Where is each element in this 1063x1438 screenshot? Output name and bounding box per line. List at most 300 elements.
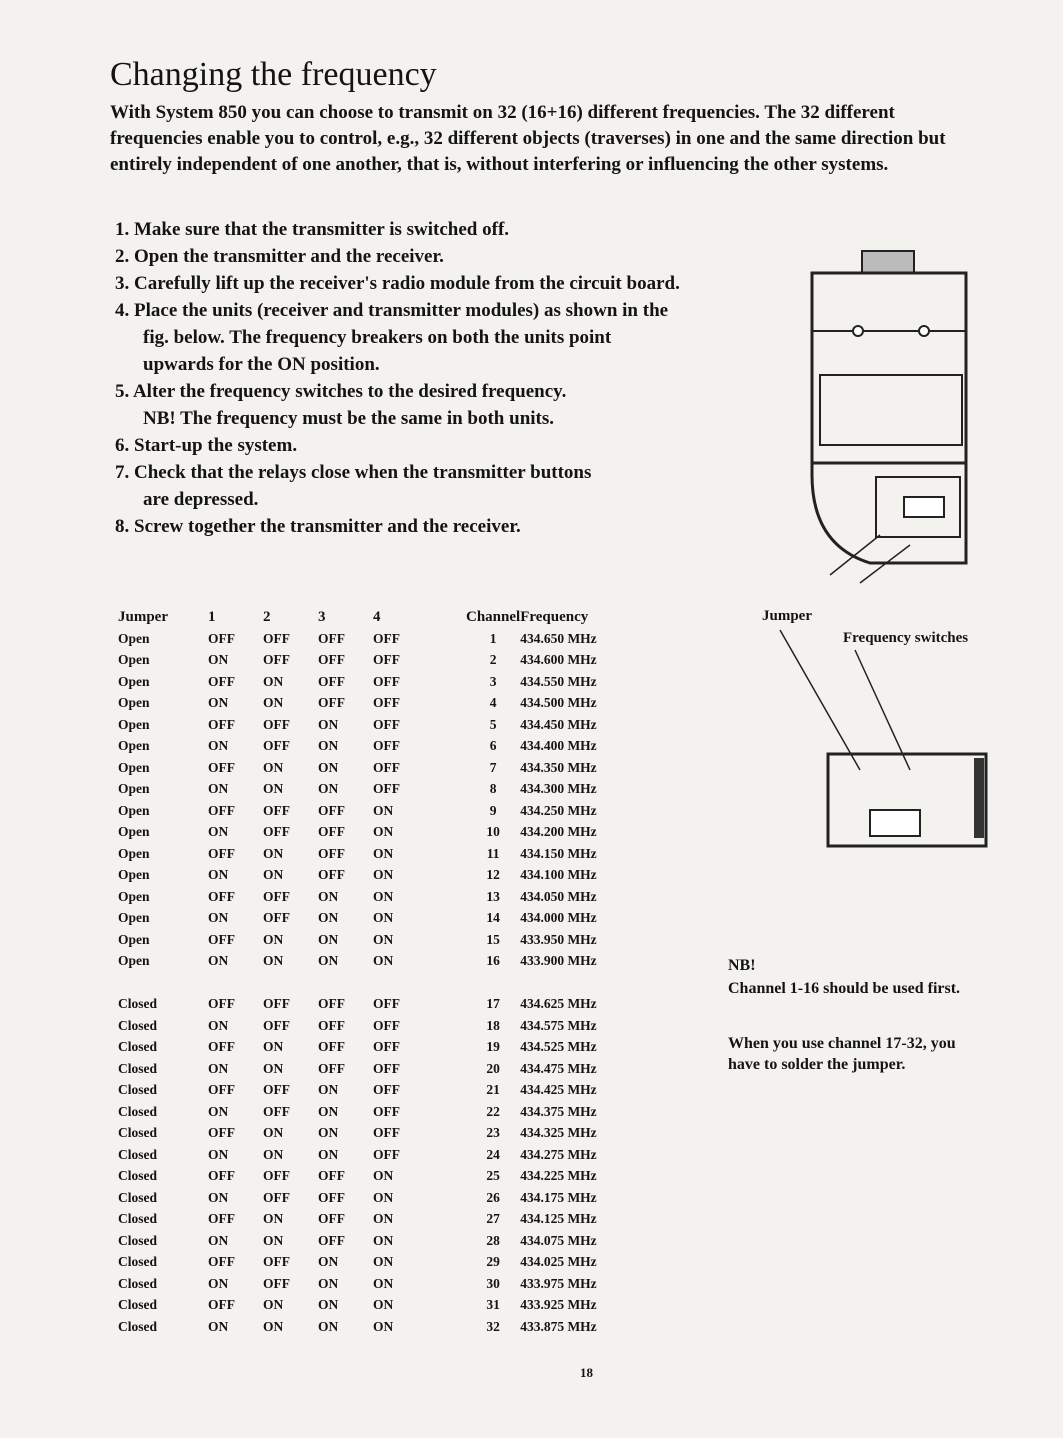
gap-cell bbox=[428, 1230, 466, 1252]
step-3: 3. Carefully lift up the receiver's radio module from the circuit board. bbox=[115, 273, 680, 294]
switch-2-cell: ON bbox=[263, 673, 284, 689]
table-row bbox=[118, 1123, 630, 1145]
step-4-cont-2: upwards for the ON position. bbox=[143, 354, 380, 375]
switch-1-cell: OFF bbox=[208, 1039, 235, 1055]
switch-2-cell: ON bbox=[263, 1211, 284, 1227]
frequency-cell: 434.575 MHz bbox=[520, 1017, 597, 1033]
channel-cell: 8 bbox=[489, 781, 497, 797]
switch-3-cell: OFF bbox=[318, 695, 345, 711]
gap-cell bbox=[428, 1015, 466, 1037]
switch-1-cell: ON bbox=[208, 1060, 229, 1076]
step-4: 4. Place the units (receiver and transmitter modules) as shown in the bbox=[115, 300, 669, 321]
gap-cell bbox=[428, 929, 466, 951]
frequency-cell: 433.925 MHz bbox=[520, 1297, 597, 1313]
frequency-cell: 434.400 MHz bbox=[520, 738, 597, 754]
gap-cell bbox=[428, 1209, 466, 1231]
channel-cell: 26 bbox=[486, 1189, 500, 1205]
frequency-cell: 434.175 MHz bbox=[520, 1189, 597, 1205]
channel-cell: 25 bbox=[486, 1168, 500, 1184]
note-line-2: When you use channel 17-32, you have to solder the jumper. bbox=[728, 1035, 956, 1073]
table-row bbox=[118, 628, 630, 650]
table-row bbox=[118, 886, 630, 908]
step-4-cont-1: fig. below. The frequency breakers on both the units point bbox=[143, 327, 612, 348]
switch-4-cell: ON bbox=[373, 802, 394, 818]
frequency-cell: 434.625 MHz bbox=[520, 996, 597, 1012]
switch-4-cell: OFF bbox=[373, 738, 400, 754]
jumper-cell: Open bbox=[118, 738, 150, 754]
table-row bbox=[118, 1015, 630, 1037]
table-row bbox=[118, 1037, 630, 1059]
switch-3-cell: ON bbox=[318, 1125, 339, 1141]
jumper-cell: Closed bbox=[118, 1103, 158, 1119]
frequency-cell: 434.375 MHz bbox=[520, 1103, 597, 1119]
switch-4-cell: OFF bbox=[373, 759, 400, 775]
gap-cell bbox=[428, 800, 466, 822]
switch-3-cell: OFF bbox=[318, 1060, 345, 1076]
note-heading: NB! bbox=[728, 957, 756, 974]
frequency-cell: 434.150 MHz bbox=[520, 845, 597, 861]
switch-1-cell: OFF bbox=[208, 1254, 235, 1270]
switch-2-cell: OFF bbox=[263, 1275, 290, 1291]
switch-1-cell: ON bbox=[208, 824, 229, 840]
channel-cell: 32 bbox=[486, 1318, 500, 1334]
gap-cell bbox=[428, 1123, 466, 1145]
switch-2-cell: ON bbox=[263, 1297, 284, 1313]
switch-4-cell: ON bbox=[373, 824, 394, 840]
step-1: 1. Make sure that the transmitter is switched off. bbox=[115, 219, 510, 240]
jumper-cell: Closed bbox=[118, 1318, 158, 1334]
receiver-switch-block bbox=[870, 810, 920, 836]
jumper-cell: Open bbox=[118, 630, 150, 646]
switch-4-cell: OFF bbox=[373, 1146, 400, 1162]
switch-2-cell: OFF bbox=[263, 1189, 290, 1205]
gap-cell bbox=[428, 757, 466, 779]
jumper-cell: Open bbox=[118, 802, 150, 818]
frequency-cell: 434.075 MHz bbox=[520, 1232, 597, 1248]
header-frequency: Frequency bbox=[520, 608, 589, 625]
switch-4-cell: ON bbox=[373, 1211, 394, 1227]
switch-3-cell: OFF bbox=[318, 1039, 345, 1055]
jumper-cell: Closed bbox=[118, 1297, 158, 1313]
switch-4-cell: ON bbox=[373, 910, 394, 926]
switch-4-cell: OFF bbox=[373, 1082, 400, 1098]
frequency-cell: 433.875 MHz bbox=[520, 1318, 597, 1334]
switch-1-cell: OFF bbox=[208, 888, 235, 904]
switch-4-cell: OFF bbox=[373, 1017, 400, 1033]
switch-2-cell: ON bbox=[263, 759, 284, 775]
switch-3-cell: ON bbox=[318, 953, 339, 969]
table-body bbox=[118, 628, 630, 1338]
jumper-cell: Open bbox=[118, 931, 150, 947]
switch-3-cell: OFF bbox=[318, 824, 345, 840]
switch-4-cell: OFF bbox=[373, 673, 400, 689]
frequency-cell: 434.425 MHz bbox=[520, 1082, 597, 1098]
switch-2-cell: ON bbox=[263, 953, 284, 969]
jumper-cell: Open bbox=[118, 824, 150, 840]
switch-4-cell: ON bbox=[373, 1318, 394, 1334]
switch-4-cell: ON bbox=[373, 1168, 394, 1184]
switch-3-cell: OFF bbox=[318, 996, 345, 1012]
group-separator bbox=[118, 972, 630, 994]
switch-4-cell: ON bbox=[373, 1189, 394, 1205]
switch-1-cell: ON bbox=[208, 738, 229, 754]
switch-1-cell: OFF bbox=[208, 802, 235, 818]
header-switch-2: 2 bbox=[263, 608, 271, 625]
switch-2-cell: ON bbox=[263, 845, 284, 861]
switch-3-cell: ON bbox=[318, 738, 339, 754]
table-row bbox=[118, 714, 630, 736]
note-block bbox=[728, 955, 988, 1089]
table-row bbox=[118, 671, 630, 693]
gap-cell bbox=[428, 886, 466, 908]
step-6: 6. Start-up the system. bbox=[115, 435, 298, 456]
channel-cell: 2 bbox=[489, 652, 497, 668]
switch-1-cell: ON bbox=[208, 1017, 229, 1033]
switch-2-cell: ON bbox=[263, 1232, 284, 1248]
step-5-note: NB! The frequency must be the same in both units. bbox=[143, 408, 555, 429]
step-7-cont: are depressed. bbox=[143, 489, 259, 510]
step-5: 5. Alter the frequency switches to the desired frequency. bbox=[115, 381, 567, 402]
switch-1-cell: ON bbox=[208, 695, 229, 711]
switch-2-cell: ON bbox=[263, 1060, 284, 1076]
switch-3-cell: OFF bbox=[318, 1232, 345, 1248]
channel-cell: 19 bbox=[486, 1039, 500, 1055]
switch-4-cell: OFF bbox=[373, 1039, 400, 1055]
frequency-cell: 434.600 MHz bbox=[520, 652, 597, 668]
frequency-cell: 434.325 MHz bbox=[520, 1125, 597, 1141]
channel-cell: 24 bbox=[486, 1146, 500, 1162]
switch-4-cell: OFF bbox=[373, 1060, 400, 1076]
switch-3-cell: ON bbox=[318, 1103, 339, 1119]
jumper-cell: Open bbox=[118, 716, 150, 732]
channel-cell: 31 bbox=[486, 1297, 500, 1313]
channel-cell: 3 bbox=[489, 673, 497, 689]
step-2: 2. Open the transmitter and the receiver. bbox=[115, 246, 444, 267]
frequency-cell: 433.900 MHz bbox=[520, 953, 597, 969]
switch-2-cell: ON bbox=[263, 1039, 284, 1055]
switch-3-cell: OFF bbox=[318, 652, 345, 668]
table-row bbox=[118, 951, 630, 973]
switch-3-cell: ON bbox=[318, 759, 339, 775]
channel-cell: 1 bbox=[489, 630, 497, 646]
switch-3-cell: OFF bbox=[318, 802, 345, 818]
table-row bbox=[118, 757, 630, 779]
channel-cell: 15 bbox=[486, 931, 500, 947]
channel-cell: 20 bbox=[486, 1060, 500, 1076]
switch-1-cell: OFF bbox=[208, 1082, 235, 1098]
header-channel: Channel bbox=[466, 608, 521, 625]
table-row bbox=[118, 1295, 630, 1317]
table-row bbox=[118, 822, 630, 844]
table-row bbox=[118, 779, 630, 801]
jumper-cell: Closed bbox=[118, 1060, 158, 1076]
jumper-switch-table bbox=[118, 606, 630, 1338]
switch-1-cell: ON bbox=[208, 1146, 229, 1162]
switch-3-cell: ON bbox=[318, 910, 339, 926]
channel-cell: 14 bbox=[486, 910, 500, 926]
frequency-cell: 434.275 MHz bbox=[520, 1146, 597, 1162]
switch-1-cell: OFF bbox=[208, 845, 235, 861]
gap-cell bbox=[428, 650, 466, 672]
gap-cell bbox=[428, 843, 466, 865]
switch-3-cell: ON bbox=[318, 1297, 339, 1313]
jumper-label: Jumper bbox=[762, 608, 812, 624]
frequency-cell: 434.650 MHz bbox=[520, 630, 597, 646]
table-row bbox=[118, 1316, 630, 1338]
switch-2-cell: OFF bbox=[263, 824, 290, 840]
switch-4-cell: OFF bbox=[373, 781, 400, 797]
switch-3-cell: ON bbox=[318, 1146, 339, 1162]
gap-cell bbox=[428, 1187, 466, 1209]
switch-1-cell: OFF bbox=[208, 716, 235, 732]
page-number: 18 bbox=[580, 1365, 593, 1380]
jumper-cell: Closed bbox=[118, 1082, 158, 1098]
gap-cell bbox=[428, 628, 466, 650]
gap-cell bbox=[428, 1166, 466, 1188]
channel-cell: 11 bbox=[486, 845, 500, 861]
jumper-cell: Closed bbox=[118, 1254, 158, 1270]
gap-cell bbox=[428, 994, 466, 1016]
gap-cell bbox=[428, 1295, 466, 1317]
channel-cell: 5 bbox=[489, 716, 497, 732]
transmitter-body bbox=[812, 273, 966, 563]
table-row bbox=[118, 800, 630, 822]
switch-2-cell: OFF bbox=[263, 1168, 290, 1184]
switch-1-cell: OFF bbox=[208, 996, 235, 1012]
switch-1-cell: OFF bbox=[208, 673, 235, 689]
header-switch-1: 1 bbox=[208, 608, 216, 625]
switch-4-cell: OFF bbox=[373, 652, 400, 668]
channel-cell: 27 bbox=[486, 1211, 500, 1227]
switch-1-cell: OFF bbox=[208, 759, 235, 775]
header-gap bbox=[428, 606, 466, 628]
switch-2-cell: OFF bbox=[263, 652, 290, 668]
switch-1-cell: ON bbox=[208, 910, 229, 926]
table-row bbox=[118, 1209, 630, 1231]
jumper-cell: Closed bbox=[118, 1039, 158, 1055]
switch-3-cell: ON bbox=[318, 781, 339, 797]
channel-cell: 28 bbox=[486, 1232, 500, 1248]
channel-cell: 30 bbox=[486, 1275, 500, 1291]
frequency-cell: 434.025 MHz bbox=[520, 1254, 597, 1270]
gap-cell bbox=[428, 736, 466, 758]
switch-1-cell: ON bbox=[208, 1103, 229, 1119]
switch-3-cell: OFF bbox=[318, 673, 345, 689]
gap-cell bbox=[428, 1144, 466, 1166]
header-jumper: Jumper bbox=[118, 608, 168, 625]
table-row bbox=[118, 865, 630, 887]
table-row bbox=[118, 1080, 630, 1102]
channel-cell: 17 bbox=[486, 996, 500, 1012]
table-row bbox=[118, 908, 630, 930]
switch-4-cell: ON bbox=[373, 888, 394, 904]
switch-2-cell: ON bbox=[263, 695, 284, 711]
switch-3-cell: OFF bbox=[318, 1017, 345, 1033]
frequency-switches-label: Frequency switches bbox=[843, 630, 969, 646]
step-8: 8. Screw together the transmitter and the receiver. bbox=[115, 516, 521, 537]
switch-2-cell: OFF bbox=[263, 996, 290, 1012]
channel-cell: 10 bbox=[486, 824, 500, 840]
switch-1-cell: OFF bbox=[208, 1297, 235, 1313]
page-title: Changing the frequency bbox=[110, 56, 437, 93]
switch-4-cell: ON bbox=[373, 1297, 394, 1313]
frequency-cell: 434.225 MHz bbox=[520, 1168, 597, 1184]
gap-cell bbox=[428, 714, 466, 736]
switch-4-cell: ON bbox=[373, 1254, 394, 1270]
switch-1-cell: ON bbox=[208, 652, 229, 668]
channel-cell: 6 bbox=[489, 738, 497, 754]
table-header bbox=[118, 606, 630, 628]
switch-1-cell: ON bbox=[208, 1189, 229, 1205]
switch-4-cell: OFF bbox=[373, 630, 400, 646]
table-row bbox=[118, 1187, 630, 1209]
switch-3-cell: OFF bbox=[318, 867, 345, 883]
switch-1-cell: OFF bbox=[208, 1211, 235, 1227]
switch-4-cell: ON bbox=[373, 931, 394, 947]
switch-4-cell: ON bbox=[373, 1232, 394, 1248]
switch-2-cell: OFF bbox=[263, 738, 290, 754]
switch-2-cell: ON bbox=[263, 1125, 284, 1141]
jumper-cell: Closed bbox=[118, 1232, 158, 1248]
switch-4-cell: OFF bbox=[373, 716, 400, 732]
table-row bbox=[118, 650, 630, 672]
frequency-cell: 434.200 MHz bbox=[520, 824, 597, 840]
note-line-1: Channel 1-16 should be used first. bbox=[728, 980, 961, 997]
switch-2-cell: OFF bbox=[263, 910, 290, 926]
table-row bbox=[118, 1166, 630, 1188]
switch-2-cell: ON bbox=[263, 867, 284, 883]
switch-2-cell: ON bbox=[263, 931, 284, 947]
gap-cell bbox=[428, 1080, 466, 1102]
switch-3-cell: OFF bbox=[318, 845, 345, 861]
table-row bbox=[118, 693, 630, 715]
channel-cell: 18 bbox=[486, 1017, 500, 1033]
button-right bbox=[919, 326, 929, 336]
table-row bbox=[118, 1230, 630, 1252]
switch-1-cell: OFF bbox=[208, 630, 235, 646]
frequency-cell: 434.475 MHz bbox=[520, 1060, 597, 1076]
switch-1-cell: ON bbox=[208, 1275, 229, 1291]
switch-2-cell: OFF bbox=[263, 888, 290, 904]
channel-cell: 21 bbox=[486, 1082, 500, 1098]
switch-2-cell: ON bbox=[263, 781, 284, 797]
switch-1-cell: ON bbox=[208, 1318, 229, 1334]
switch-2-cell: ON bbox=[263, 1146, 284, 1162]
switch-4-cell: OFF bbox=[373, 1125, 400, 1141]
jumper-cell: Open bbox=[118, 910, 150, 926]
switch-2-cell: OFF bbox=[263, 1082, 290, 1098]
jumper-cell: Open bbox=[118, 867, 150, 883]
jumper-cell: Closed bbox=[118, 1125, 158, 1141]
channel-cell: 7 bbox=[489, 759, 497, 775]
receiver-diagram bbox=[826, 752, 990, 850]
jumper-cell: Closed bbox=[118, 1275, 158, 1291]
gap-cell bbox=[428, 693, 466, 715]
channel-cell: 9 bbox=[489, 802, 497, 818]
switch-2-cell: OFF bbox=[263, 716, 290, 732]
switch-4-cell: ON bbox=[373, 845, 394, 861]
jumper-cell: Open bbox=[118, 673, 150, 689]
jumper-cell: Closed bbox=[118, 1017, 158, 1033]
instruction-steps bbox=[115, 216, 680, 540]
switch-2-cell: OFF bbox=[263, 1103, 290, 1119]
jumper-cell: Closed bbox=[118, 1189, 158, 1205]
button-left bbox=[853, 326, 863, 336]
switch-3-cell: OFF bbox=[318, 1211, 345, 1227]
switch-2-cell: OFF bbox=[263, 630, 290, 646]
gap-cell bbox=[428, 822, 466, 844]
frequency-cell: 434.450 MHz bbox=[520, 716, 597, 732]
jumper-cell: Closed bbox=[118, 1146, 158, 1162]
gap-cell bbox=[428, 1037, 466, 1059]
channel-cell: 16 bbox=[486, 953, 500, 969]
frequency-cell: 433.975 MHz bbox=[520, 1275, 597, 1291]
frequency-cell: 434.100 MHz bbox=[520, 867, 597, 883]
jumper-cell: Open bbox=[118, 845, 150, 861]
switch-1-cell: OFF bbox=[208, 1168, 235, 1184]
header-switch-4: 4 bbox=[373, 608, 381, 625]
switch-3-cell: ON bbox=[318, 931, 339, 947]
frequency-cell: 434.250 MHz bbox=[520, 802, 597, 818]
switch-2-cell: ON bbox=[263, 1318, 284, 1334]
table-row bbox=[118, 929, 630, 951]
table-row bbox=[118, 994, 630, 1016]
channel-cell: 12 bbox=[486, 867, 500, 883]
gap-cell bbox=[428, 1058, 466, 1080]
switch-2-cell: OFF bbox=[263, 1017, 290, 1033]
jumper-cell: Open bbox=[118, 888, 150, 904]
gap-cell bbox=[428, 779, 466, 801]
switch-4-cell: OFF bbox=[373, 1103, 400, 1119]
jumper-cell: Open bbox=[118, 953, 150, 969]
switch-3-cell: OFF bbox=[318, 630, 345, 646]
switch-2-cell: OFF bbox=[263, 802, 290, 818]
gap-cell bbox=[428, 951, 466, 973]
transmitter-diagram bbox=[800, 245, 980, 585]
jumper-cell: Closed bbox=[118, 1168, 158, 1184]
table-row bbox=[118, 1144, 630, 1166]
header-switch-3: 3 bbox=[318, 608, 326, 625]
table-row bbox=[118, 1101, 630, 1123]
switch-3-cell: OFF bbox=[318, 1189, 345, 1205]
frequency-cell: 434.550 MHz bbox=[520, 673, 597, 689]
table-row bbox=[118, 843, 630, 865]
jumper-cell: Open bbox=[118, 759, 150, 775]
switch-4-cell: ON bbox=[373, 953, 394, 969]
jumper-cell: Open bbox=[118, 652, 150, 668]
gap-cell bbox=[428, 1273, 466, 1295]
gap-cell bbox=[428, 671, 466, 693]
switch-1-cell: ON bbox=[208, 867, 229, 883]
switch-3-cell: OFF bbox=[318, 1168, 345, 1184]
step-7: 7. Check that the relays close when the transmitter buttons bbox=[115, 462, 592, 483]
switch-3-cell: ON bbox=[318, 888, 339, 904]
table-row bbox=[118, 1058, 630, 1080]
table-row bbox=[118, 1252, 630, 1274]
channel-cell: 4 bbox=[489, 695, 497, 711]
frequency-cell: 433.950 MHz bbox=[520, 931, 597, 947]
switch-1-cell: OFF bbox=[208, 931, 235, 947]
switch-2-cell: OFF bbox=[263, 1254, 290, 1270]
frequency-cell: 434.300 MHz bbox=[520, 781, 597, 797]
frequency-cell: 434.500 MHz bbox=[520, 695, 597, 711]
switch-3-cell: ON bbox=[318, 716, 339, 732]
switch-4-cell: ON bbox=[373, 867, 394, 883]
frequency-cell: 434.125 MHz bbox=[520, 1211, 597, 1227]
intro-paragraph: With System 850 you can choose to transmit on 32 (16+16) different frequencies. The 32 different frequencies enable you to control, e.g., 32 different objects (traverses) in one and the same direction but entirely independent of one another, that is, without interfering or influencing the other systems. bbox=[110, 102, 946, 175]
gap-cell bbox=[428, 865, 466, 887]
table-row bbox=[118, 1273, 630, 1295]
